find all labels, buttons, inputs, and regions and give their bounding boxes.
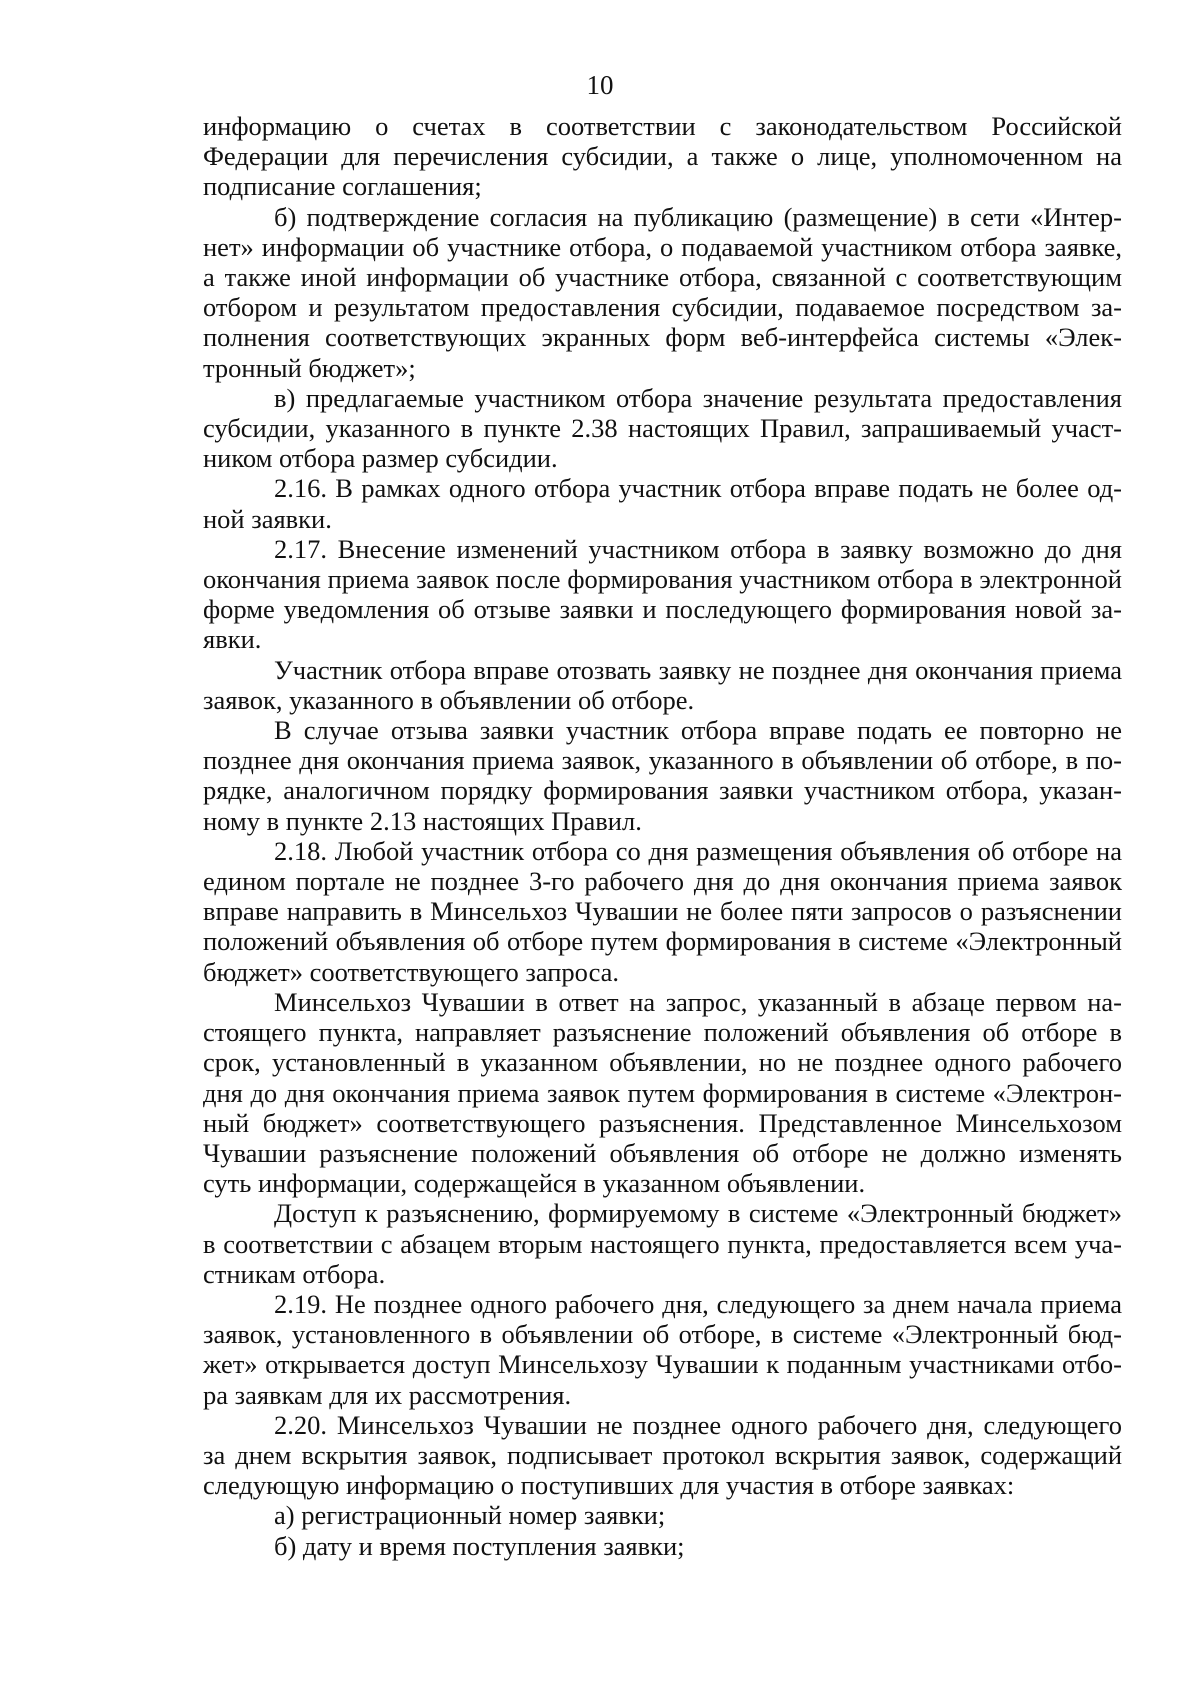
paragraph-line: отбором и результатом предоставления субсидии, подаваемое посредством за- — [203, 292, 1122, 323]
paragraph-line: заявок, указанного в объявлении об отборе. — [203, 684, 695, 715]
paragraph-line: бюджет» соответствующего запроса. — [203, 956, 620, 987]
paragraph — [203, 1500, 1122, 1530]
paragraph-line: 2.18. Любой участник отбора со дня размещения объявления об отборе на — [274, 835, 1122, 866]
paragraph-line: в соответствии с абзацем вторым настоящего пункта, предоставляется всем уча- — [203, 1228, 1122, 1259]
paragraph-line: позднее дня окончания приема заявок, указанного в объявлении об отборе, в по- — [203, 745, 1122, 776]
paragraph-line: за днем вскрытия заявок, подписывает протокол вскрытия заявок, содержащий — [203, 1439, 1122, 1470]
paragraph — [203, 473, 1122, 533]
paragraph-line: нет» информации об участнике отбора, о подаваемой участником отбора заявке, — [203, 231, 1122, 262]
paragraph-line: форме уведомления об отзыве заявки и последующего формирования новой за- — [203, 594, 1122, 625]
paragraph-line: явки. — [203, 624, 262, 655]
paragraph — [203, 836, 1122, 987]
paragraph — [203, 715, 1122, 836]
paragraph-line: ному в пункте 2.13 настоящих Правил. — [203, 805, 642, 836]
paragraph — [203, 111, 1122, 202]
paragraph-line: в) предлагаемые участником отбора значение результата предоставления — [274, 382, 1122, 413]
paragraph-line: Участник отбора вправе отозвать заявку не позднее дня окончания приема — [274, 654, 1122, 685]
paragraph-line: В случае отзыва заявки участник отбора вправе подать ее повторно не — [274, 715, 1122, 746]
paragraph-line: Чувашии разъяснение положений объявления об отборе не должно изменять — [203, 1137, 1122, 1168]
paragraph-line: заявок, установленного в объявлении об отборе, в системе «Электронный бюд- — [203, 1319, 1122, 1350]
paragraph — [203, 383, 1122, 474]
paragraph — [203, 1198, 1122, 1289]
paragraph-line: подписание соглашения; — [203, 171, 482, 202]
paragraph-line: полнения соответствующих экранных форм веб-интерфейса системы «Элек- — [203, 322, 1122, 353]
paragraph-line: 2.17. Внесение изменений участником отбора в заявку возможно до дня — [274, 533, 1122, 564]
document-body — [203, 111, 1122, 1561]
paragraph-line: информацию о счетах в соответствии с законодательством Российской — [203, 111, 1122, 141]
paragraph-line: б) дату и время поступления заявки; — [274, 1530, 685, 1561]
paragraph — [203, 987, 1122, 1198]
paragraph-line: ный бюджет» соответствующего разъяснения. Представленное Минсельхозом — [203, 1107, 1122, 1138]
paragraph-line: рядке, аналогичном порядку формирования заявки участником отбора, указан- — [203, 775, 1122, 806]
paragraph-line: тронный бюджет»; — [203, 352, 416, 383]
page-number: 10 — [586, 70, 614, 100]
paragraph — [203, 1531, 1122, 1561]
paragraph-line: а) регистрационный номер заявки; — [274, 1500, 666, 1531]
paragraph-line: субсидии, указанного в пункте 2.38 настоящих Правил, запрашиваемый участ- — [203, 413, 1122, 444]
paragraph-line: Минсельхоз Чувашии в ответ на запрос, указанный в абзаце первом на- — [274, 986, 1122, 1017]
paragraph-line: б) подтверждение согласия на публикацию (размещение) в сети «Интер- — [274, 201, 1122, 232]
paragraph — [203, 655, 1122, 715]
paragraph-line: положений объявления об отборе путем формирования в системе «Электронный — [203, 926, 1122, 957]
paragraph-line: дня до дня окончания приема заявок путем формирования в системе «Электрон- — [203, 1077, 1122, 1108]
paragraph-line: суть информации, содержащейся в указанном объявлении. — [203, 1168, 866, 1199]
paragraph-line: следующую информацию о поступивших для участия в отборе заявках: — [203, 1470, 1015, 1501]
paragraph-line: жет» открывается доступ Минсельхозу Чувашии к поданным участниками отбо- — [203, 1349, 1122, 1380]
paragraph — [203, 1289, 1122, 1410]
paragraph-line: ной заявки. — [203, 503, 332, 534]
paragraph-line: окончания приема заявок после формирования участником отбора в электронной — [203, 564, 1122, 595]
paragraph-line: Доступ к разъяснению, формируемому в системе «Электронный бюджет» — [274, 1198, 1122, 1229]
paragraph-line: Федерации для перечисления субсидии, а также о лице, уполномоченном на — [203, 141, 1122, 172]
paragraph — [203, 534, 1122, 655]
paragraph-line: 2.19. Не позднее одного рабочего дня, следующего за днем начала приема — [274, 1288, 1122, 1319]
paragraph-line: срок, установленный в указанном объявлении, но не позднее одного рабочего — [203, 1047, 1122, 1078]
paragraph-line: стникам отбора. — [203, 1258, 386, 1289]
paragraph-line: 2.20. Минсельхоз Чувашии не позднее одного рабочего дня, следующего — [274, 1409, 1122, 1440]
paragraph-line: едином портале не позднее 3-го рабочего дня до дня окончания приема заявок — [203, 866, 1122, 897]
paragraph-line: стоящего пункта, направляет разъяснение положений объявления об отборе в — [203, 1017, 1122, 1048]
paragraph-line: 2.16. В рамках одного отбора участник отбора вправе подать не более од- — [274, 473, 1122, 504]
paragraph-line: вправе направить в Минсельхоз Чувашии не более пяти запросов о разъяснении — [203, 896, 1122, 927]
paragraph-line: а также иной информации об участнике отбора, связанной с соответствующим — [203, 262, 1122, 293]
paragraph-line: ником отбора размер субсидии. — [203, 443, 558, 474]
paragraph — [203, 1410, 1122, 1501]
paragraph — [203, 202, 1122, 383]
paragraph-line: ра заявкам для их рассмотрения. — [203, 1379, 572, 1410]
